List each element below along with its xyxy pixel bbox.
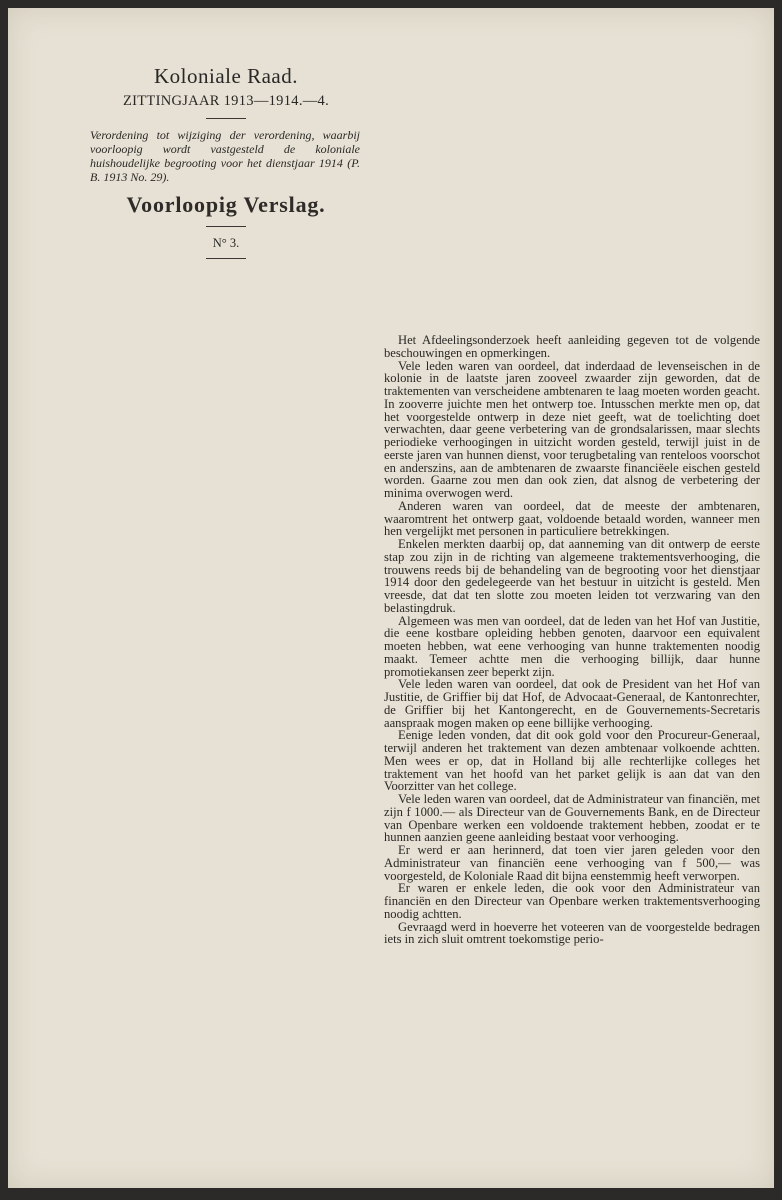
paragraph: Anderen waren van oordeel, dat de meeste der ambtenaren, waaromtrent het ontwerp gaat, voldoende betaald worden, wanneer men hen vergelijkt met personen in particuliere betrekkingen.: [384, 498, 760, 539]
paragraph: Vele leden waren van oordeel, dat inderdaad de levenseischen in de kolonie in de laatste jaren zooveel zwaarder zijn geworden, dat de traktementen van verscheidene ambtenaren te laag moeten worden geacht. In zooverre juichte men het ontwerp toe. Intusschen merkte men op, dat het voorgestelde ontwerp in deze niet geeft, wat de toelichting doet verwachten, daar geene verbetering van de grondsalarissen, maar slechts periodieke verhoogingen in uitzicht worden gesteld, terwijl juist in de eerste jaren van hunnen dienst, voor terugbetaling van renteloos voorschot en anderszins, aan de ambtenaren de zwaarste financiëele eischen gesteld worden. Gaarne zou men dan ook zien, dat alsnog de verbetering der minima overwogen werd.: [384, 358, 760, 500]
report-body: [384, 334, 760, 946]
paragraph: Er waren er enkele leden, die ook voor den Administrateur van financiën en den Directeur van Openbare werken traktementsverhooging noodig achtten.: [384, 881, 760, 921]
paragraph: Enkelen merkten daarbij op, dat aanneming van dit ontwerp de eerste stap zou zijn in de richting van algemeene traktementsverhooging, die trouwens reeds bij de behandeling van de begrooting voor het dienstjaar 1914 door den gedelegeerde van het bestuur in uitzicht is gesteld. Men vreesde, dat dat ten slotte zou moeten leiden tot verzwaring van den belastingdruk.: [384, 537, 760, 615]
header-block: [86, 64, 366, 268]
session-year: ZITTINGJAAR 1913—1914.—4.: [122, 93, 330, 109]
divider: [206, 118, 246, 119]
paragraph: Algemeen was men van oordeel, dat de leden van het Hof van Justitie, die eene kostbare opleiding hebben genoten, daarvoor een equivalent moeten hebben, wat eene verhooging van hunne traktementen noodig maakt. Temeer achtte men die verhooging billijk, daar hunne promotiekansen zeer beperkt zijn.: [384, 613, 760, 679]
paragraph: Er werd er aan herinnerd, dat toen vier jaren geleden voor den Administrateur van financiën eene verhooging van f 500,— was voorgesteld, de Koloniale Raad dit bijna eenstemmig heeft verworpen.: [384, 843, 760, 883]
divider: [206, 258, 246, 259]
document-number: N° 3.: [212, 236, 240, 250]
paragraph: Het Afdeelingsonderzoek heeft aanleiding gegeven tot de volgende beschouwingen en opmerkingen.: [384, 333, 760, 360]
ordinance-description: Verordening tot wijziging der verordening, waarbij voorloopig wordt vastgesteld de koloniale huishoudelijke begrooting voor het dienstjaar 1914 (P. B. 1913 No. 29).: [90, 128, 360, 184]
paragraph: Vele leden waren van oordeel, dat de Administrateur van financiën, met zijn f 1000.— als Directeur van de Gouvernements Bank, en de Directeur van Openbare werken een voldoende traktement hebben, zoodat er te hunnen aanzien geene aanleiding bestaat voor verhooging.: [384, 792, 760, 845]
paragraph: Vele leden waren van oordeel, dat ook de President van het Hof van Justitie, de Griffier bij dat Hof, de Advocaat-Generaal, de Kantonrechter, de Griffier bij het Kantongerecht, en de Gouvernements-Secretaris aanspraak mogen maken op eene billijke verhooging.: [384, 677, 760, 730]
paragraph: Gevraagd werd in hoeverre het voteeren van de voorgestelde bedragen iets in zich sluit omtrent toekomstige perio-: [384, 919, 760, 947]
divider: [206, 226, 246, 227]
report-title: Voorloopig Verslag.: [126, 192, 326, 217]
council-title: Koloniale Raad.: [154, 64, 298, 88]
paragraph: Eenige leden vonden, dat dit ook gold voor den Procureur-Generaal, terwijl anderen het traktement van dezen ambtenaar volkoende achtten. Men wees er op, dat in Holland bij alle rechterlijke colleges het traktement van het hoofd van het parket gelijk is aan dat van den Voorzitter van het college.: [384, 728, 760, 794]
document-page: [8, 8, 774, 1188]
